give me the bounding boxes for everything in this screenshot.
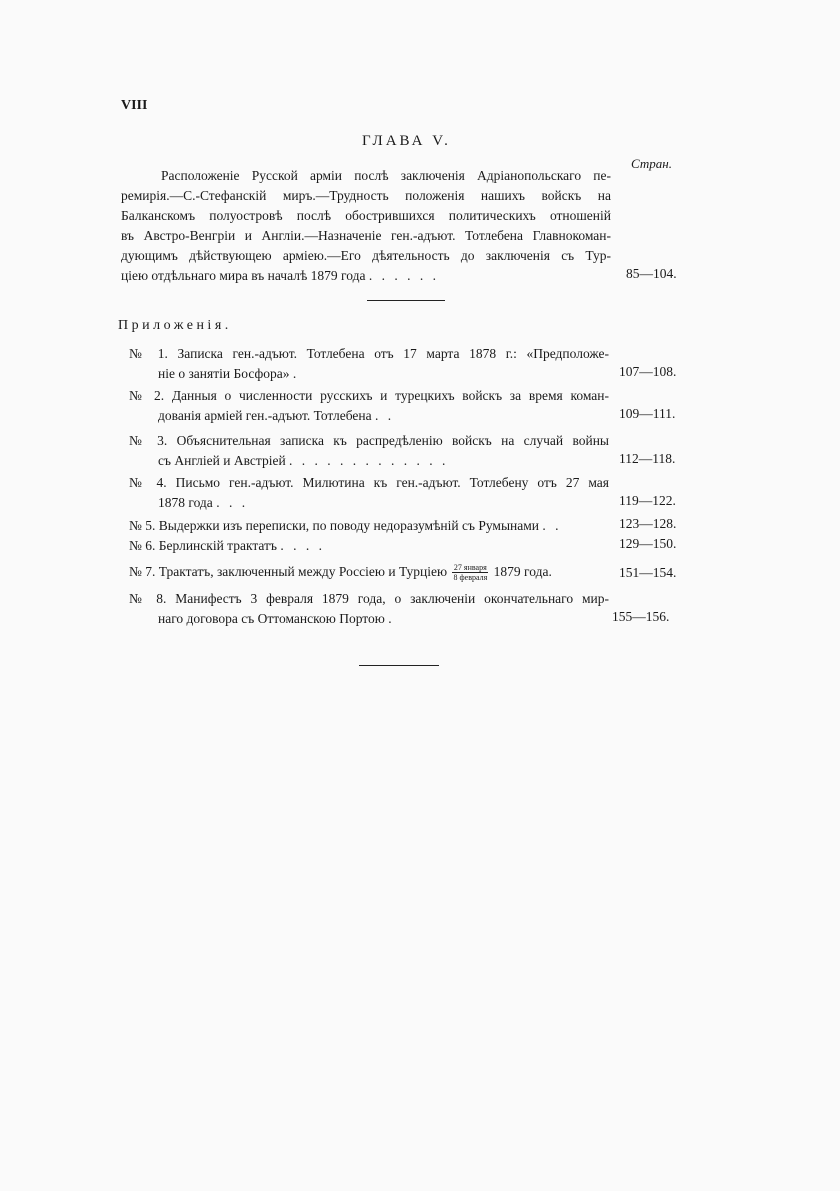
entry-text: дованія арміей ген.-адъют. Тотлебена <box>158 408 372 423</box>
entry-number: № 4. <box>129 475 167 490</box>
section-divider <box>367 300 445 301</box>
appendix-entry-6 <box>129 536 609 556</box>
entry-text: Записка ген.-адъют. Тотлебена отъ 17 марта 1878 г.: «Предположе- <box>177 346 609 361</box>
leader-dots: . <box>388 611 395 626</box>
entry-2-pages: 109—111. <box>619 406 676 421</box>
appendix-entry-5 <box>129 516 609 536</box>
entry-number: № 7. <box>129 564 156 579</box>
leader-dots: . . . . . . <box>368 268 439 283</box>
entry-line <box>129 431 609 451</box>
chapter-pages: 85—104. <box>626 266 677 281</box>
entry-number: № 5. <box>129 518 156 533</box>
entry-text: наго договора съ Оттоманскою Портою <box>158 611 385 626</box>
entry-3-pages: 112—118. <box>619 451 676 466</box>
entry-line <box>129 386 609 406</box>
leader-dots: . . . <box>216 495 249 510</box>
entry-6-pages: 129—150. <box>619 536 677 551</box>
entry-8-pages: 155—156. <box>612 609 670 624</box>
appendix-heading: Приложенія. <box>118 318 232 333</box>
entry-number: № 1. <box>129 346 168 361</box>
summary-line: въ Австро-Венгріи и Англіи.—Назначеніе ген.-адъют. Тотлебена Главнокоман- <box>121 228 611 243</box>
entry-text: съ Англіей и Австріей <box>158 453 286 468</box>
entry-text: Берлинскій трактатъ <box>158 538 277 553</box>
appendix-entry-7 <box>129 562 609 582</box>
entry-line <box>129 589 609 609</box>
appendix-entry-8 <box>129 589 609 629</box>
entry-text: Трактатъ, заключенный между Россіею и Турціею <box>158 564 448 579</box>
summary-line-last <box>121 266 611 286</box>
leader-dots: . . <box>375 408 395 423</box>
summary-line: Расположеніе Русской арміи послѣ заключенія Адріанопольскаго пе- <box>161 168 611 183</box>
appendix-entry-3 <box>129 431 609 471</box>
entry-text: Данныя о численности русскихъ и турецкихъ войскъ за время коман- <box>171 388 609 403</box>
entry-text: ніе о занятіи Босфора» <box>158 366 290 381</box>
entry-text: Письмо ген.-адъют. Милютина къ ген.-адъют. Тотлебену отъ 27 мая <box>175 475 610 490</box>
entry-line <box>129 473 609 493</box>
appendix-entry-4 <box>129 473 609 513</box>
entry-number: № 3. <box>129 433 168 448</box>
entry-line <box>129 364 609 384</box>
entry-text: 1878 года <box>158 495 213 510</box>
entry-5-pages: 123—128. <box>619 516 677 531</box>
date-fraction <box>452 563 488 582</box>
closing-divider <box>359 665 439 666</box>
entry-number: № 2. <box>129 388 165 403</box>
chapter-summary <box>121 166 611 286</box>
entry-7-pages: 151—154. <box>619 565 677 580</box>
entry-line <box>129 451 609 471</box>
entry-text: 1879 года. <box>493 564 552 579</box>
summary-line: Балканскомъ полуостровѣ послѣ обострившихся политическихъ отношеній <box>121 208 611 223</box>
entry-text: Объяснительная записка къ распредѣленію войскъ на случай войны <box>176 433 610 448</box>
entry-text: Выдержки изъ переписки, по поводу недоразумѣній съ Румынами <box>158 518 540 533</box>
entry-line <box>129 609 609 629</box>
entry-line <box>129 516 609 536</box>
chapter-heading: ГЛАВА V. <box>362 133 451 149</box>
entry-number: № 8. <box>129 591 167 606</box>
entry-4-pages: 119—122. <box>619 493 676 508</box>
entry-line <box>129 536 609 556</box>
leader-dots: . . . . <box>280 538 325 553</box>
summary-line: ремирія.—С.-Стефанскій миръ.—Трудность положенія нашихъ войскъ на <box>121 188 611 203</box>
fraction-top: 27 января <box>453 563 487 573</box>
leader-dots: . . <box>542 518 562 533</box>
appendix-entry-1 <box>129 344 609 384</box>
leader-dots: . <box>292 366 300 381</box>
entry-line <box>129 344 609 364</box>
entry-number: № 6. <box>129 538 156 553</box>
entry-text: Манифестъ 3 февраля 1879 года, о заключеніи окончательнаго мир- <box>175 591 609 606</box>
appendix-entry-2 <box>129 386 609 426</box>
entry-line <box>129 562 609 582</box>
summary-line-text: ціею отдѣльнаго мира въ началѣ 1879 года <box>121 268 366 283</box>
leader-dots: . . . . . . . . . . . . . <box>289 453 449 468</box>
entry-line <box>129 493 609 513</box>
fraction-bottom: 8 февраля <box>453 573 488 583</box>
page-number: VIII <box>121 98 148 113</box>
page-column-label: Стран. <box>631 156 672 171</box>
summary-line: дующимъ дѣйствующею арміею.—Его дѣятельность до заключенія съ Тур- <box>121 248 611 263</box>
entry-line <box>129 406 609 426</box>
entry-1-pages: 107—108. <box>619 364 677 379</box>
